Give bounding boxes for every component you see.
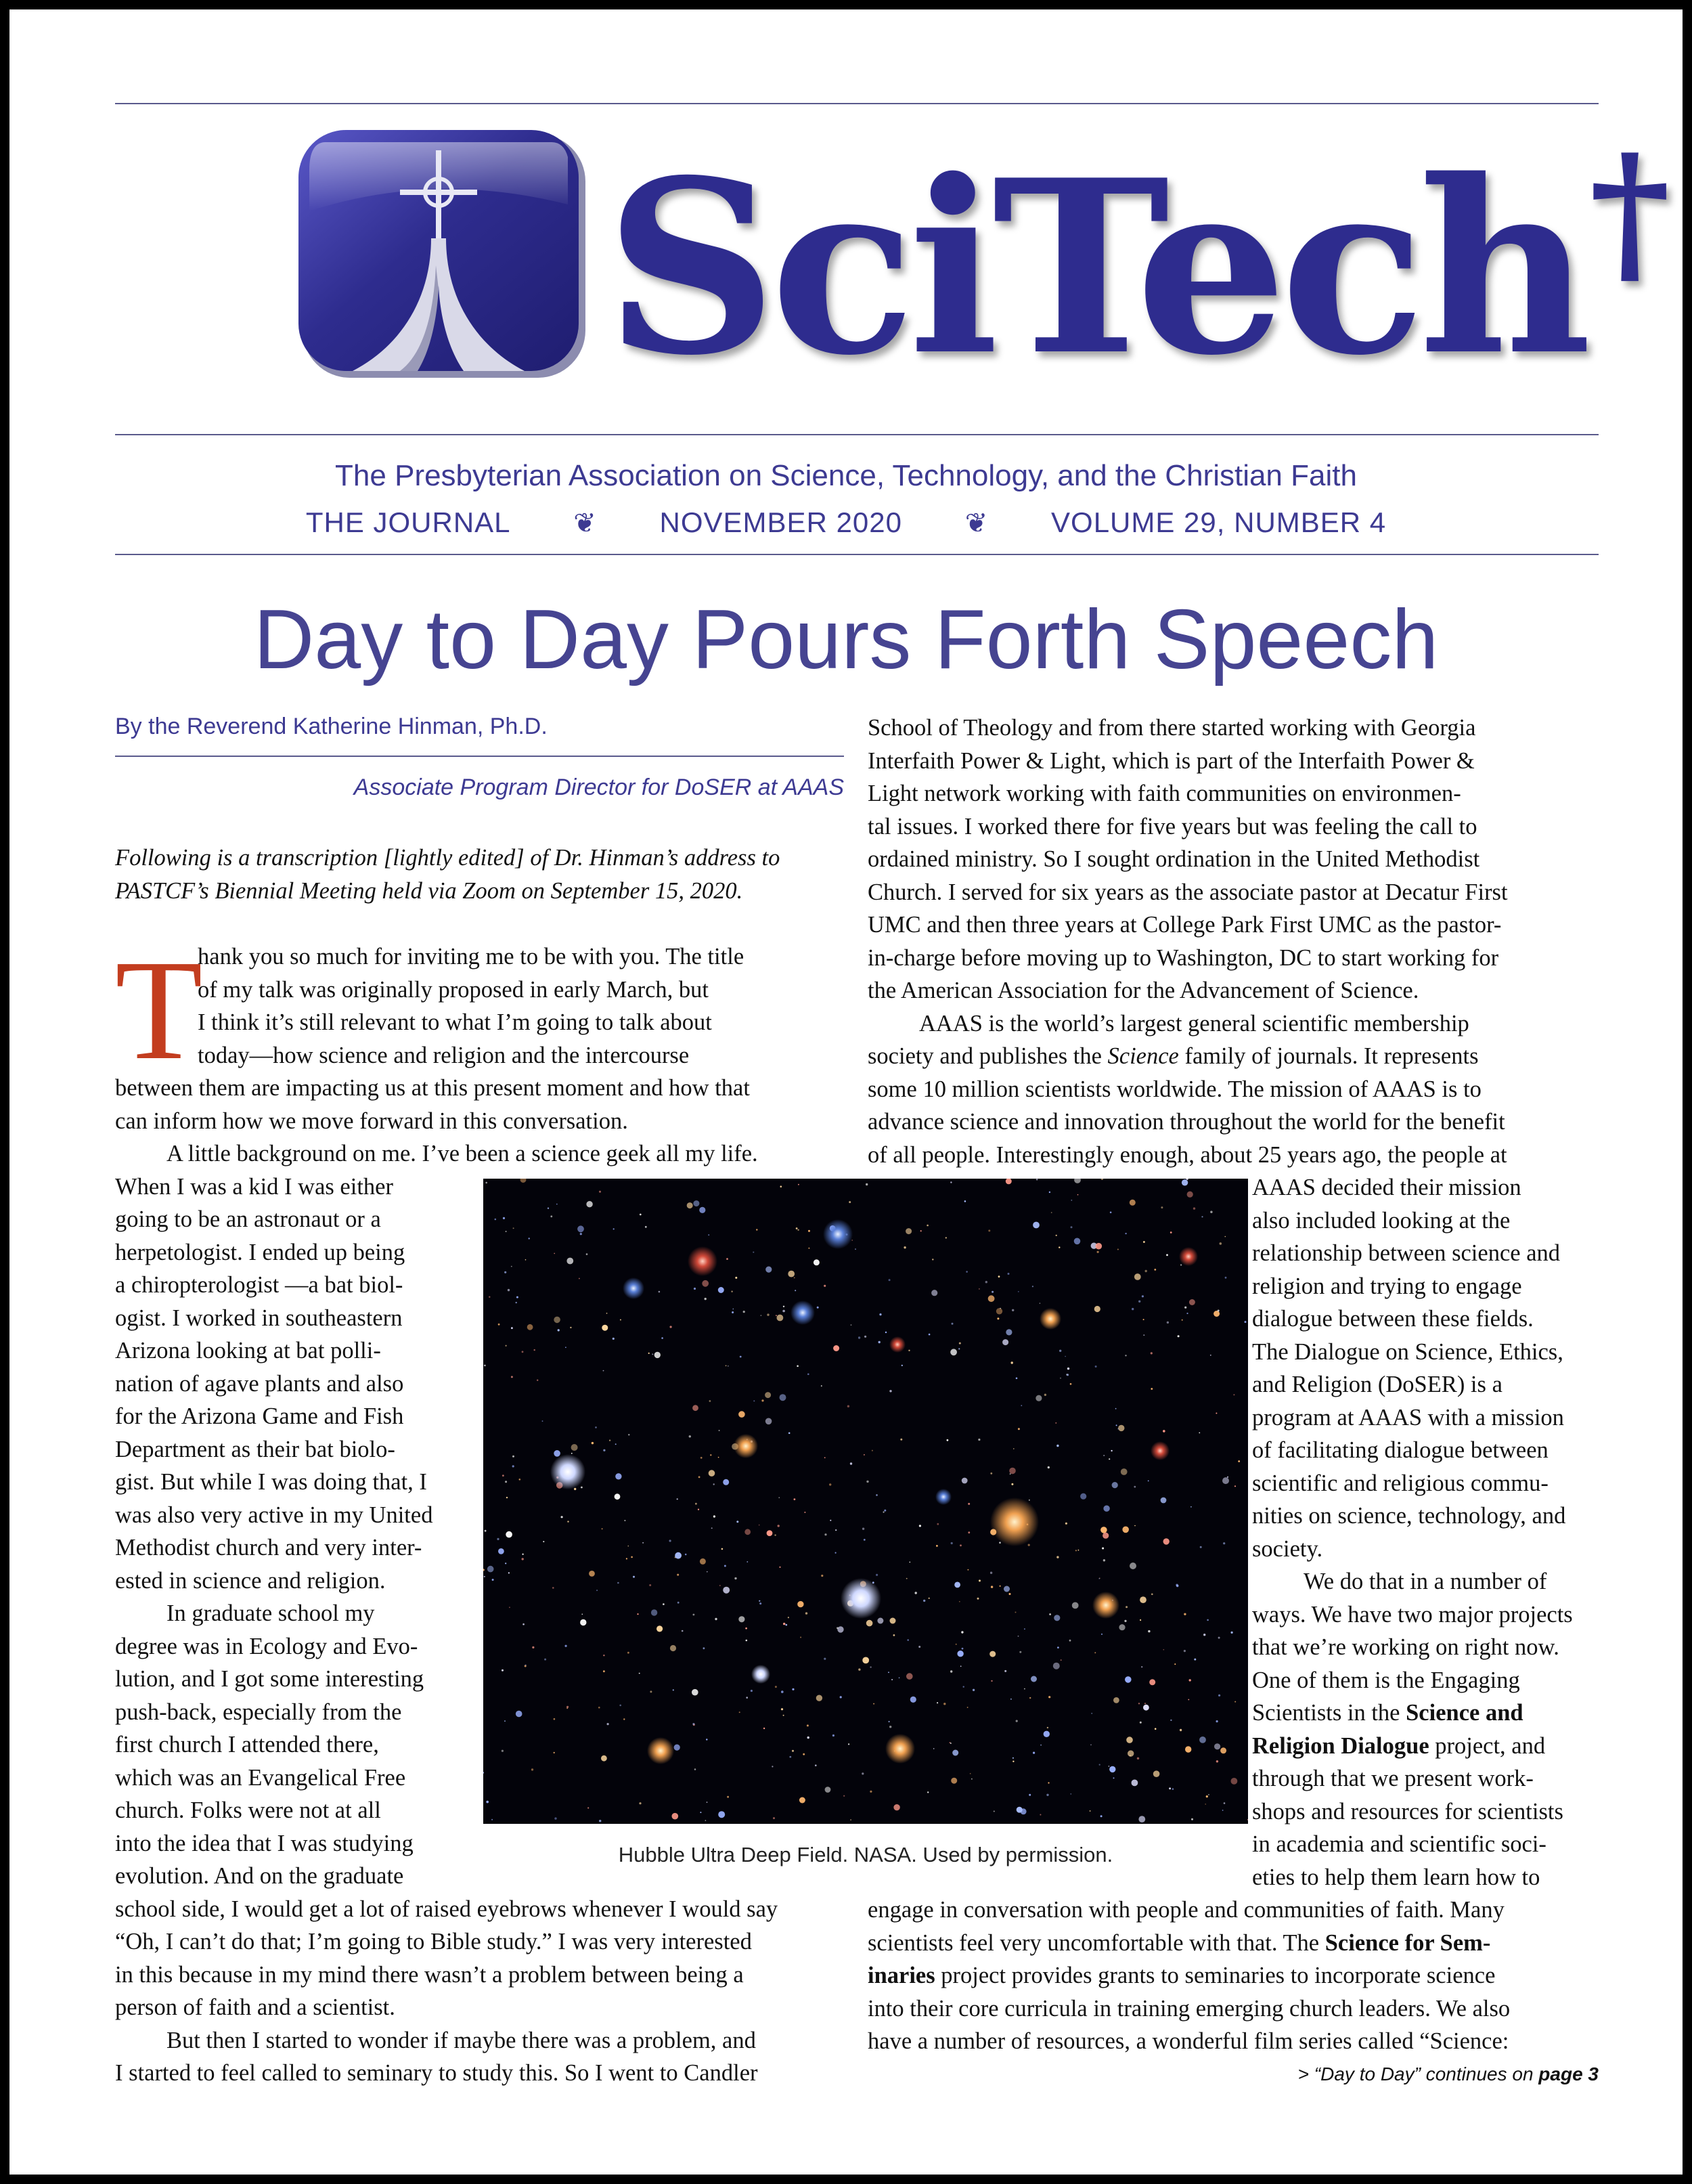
- top-rule: [115, 103, 1599, 104]
- masthead-rule: [115, 434, 1599, 435]
- cross-steeple-logo-icon: [298, 130, 589, 384]
- text-line: UMC and then three years at College Park First UMC as the pastor-: [868, 912, 1502, 938]
- text-line: [868, 1959, 1573, 1992]
- text-line: today—how science and religion and the intercourse: [198, 1042, 690, 1068]
- text-line: nities on science, technology, and: [1252, 1503, 1566, 1529]
- intro-line: PASTCF’s Biennial Meeting held via Zoom on September 15, 2020.: [115, 877, 743, 904]
- text-line: Methodist church and very inter-: [115, 1535, 422, 1560]
- text-line: first church I attended there,: [115, 1732, 379, 1757]
- text-line: into their core curricula in training emerging church leaders. We also: [868, 1995, 1511, 2022]
- byline: By the Reverend Katherine Hinman, Ph.D.: [115, 714, 548, 739]
- text-line: “Oh, I can’t do that; I’m going to Bible study.” I was very interested: [115, 1929, 752, 1954]
- photo-caption: Hubble Ultra Deep Field. NASA. Used by permission.: [618, 1843, 1113, 1866]
- text-line: [868, 1927, 1573, 1960]
- text-line: push-back, especially from the: [115, 1699, 402, 1725]
- text-line: When I was a kid I was either: [115, 1173, 393, 1200]
- text-line: gist. But while I was doing that, I: [115, 1469, 427, 1495]
- hubble-deep-field-photo: [483, 1179, 1248, 1824]
- text-line: engage in conversation with people and communities of faith. Many: [868, 1897, 1505, 1923]
- fleuron-icon: ❦: [573, 508, 597, 538]
- text-line: ways. We have two major projects: [1252, 1601, 1573, 1628]
- text-line: hank you so much for inviting me to be with you. The title: [198, 944, 744, 969]
- text-line: shops and resources for scientists: [1252, 1798, 1563, 1825]
- text-line: was also very active in my United: [115, 1502, 433, 1528]
- text-line: eties to help them learn how to: [1252, 1864, 1540, 1890]
- masthead-title: SciTech†: [605, 121, 1664, 408]
- text-line: a chiropterologist —a bat biol-: [115, 1272, 403, 1298]
- issue-date: NOVEMBER 2020: [659, 506, 903, 538]
- text-line: some 10 million scientists worldwide. The mission of AAAS is to: [868, 1076, 1482, 1102]
- text-line: One of them is the Engaging: [1252, 1667, 1520, 1693]
- text-line: have a number of resources, a wonderful film series called “Science:: [868, 2028, 1509, 2054]
- text-line: dialogue between these fields.: [1252, 1306, 1534, 1332]
- text-line: going to be an astronaut or a: [115, 1206, 381, 1232]
- journal-page: [9, 9, 1683, 2175]
- continued-text: > “Day to Day” continues on: [1297, 2063, 1539, 2084]
- journal-label: THE JOURNAL: [305, 506, 511, 538]
- text-line: relationship between science and: [1252, 1240, 1561, 1266]
- text-line: Church. I served for six years as the associate pastor at Decatur First: [868, 879, 1508, 905]
- text-line: [868, 1040, 1573, 1073]
- text-run: Scientists in the: [1252, 1700, 1406, 1726]
- science-journal-title: Science: [1107, 1043, 1179, 1069]
- text-line: The Dialogue on Science, Ethics,: [1252, 1338, 1563, 1365]
- text-line: ogist. I worked in southeastern: [115, 1305, 403, 1331]
- text-line: AAAS is the world’s largest general scientific membership: [919, 1010, 1469, 1036]
- author-title: Associate Program Director for DoSER at AAAS: [353, 774, 844, 800]
- text-line: Light network working with faith communities on environmen-: [868, 781, 1461, 806]
- drop-cap: T: [115, 930, 203, 1089]
- issue-volume: VOLUME 29, NUMBER 4: [1051, 506, 1387, 538]
- text-line: the American Association for the Advancement of Science.: [868, 978, 1419, 1003]
- fleuron-icon: ❦: [964, 508, 989, 538]
- text-run: family of journals. It represents: [1178, 1043, 1479, 1069]
- text-line: A little background on me. I’ve been a science geek all my life.: [166, 1141, 758, 1166]
- text-line: tal issues. I worked there for five years but was feeling the call to: [868, 813, 1477, 839]
- text-line: ordained ministry. So I sought ordination in the United Methodist: [868, 846, 1480, 872]
- text-line: person of faith and a scientist.: [115, 1994, 395, 2020]
- text-line: But then I started to wonder if maybe there was a problem, and: [166, 2027, 756, 2053]
- text-line: Department as their bat biolo-: [115, 1436, 395, 1462]
- intro-line: Following is a transcription [lightly edited] of Dr. Hinman’s address to: [115, 845, 780, 871]
- article-intro: [115, 842, 780, 907]
- text-line: for the Arizona Game and Fish: [115, 1403, 404, 1429]
- text-line: school side, I would get a lot of raised eyebrows whenever I would say: [115, 1896, 778, 1922]
- project-name: Science for Sem-: [1324, 1929, 1491, 1956]
- text-run: project provides grants to seminaries to incorporate science: [935, 1963, 1496, 1988]
- text-line: church. Folks were not at all: [115, 1797, 381, 1823]
- text-line: degree was in Ecology and Evo-: [115, 1633, 418, 1659]
- text-line: In graduate school my: [166, 1600, 375, 1626]
- text-line: of facilitating dialogue between: [1252, 1437, 1549, 1463]
- text-line: advance science and innovation throughout the world for the benefit: [868, 1109, 1505, 1135]
- project-name: Science and: [1406, 1700, 1523, 1726]
- dagger-icon: †: [1589, 121, 1664, 303]
- text-line: of all people. Interestingly enough, about 25 years ago, the people at: [868, 1141, 1507, 1168]
- text-line: religion and trying to engage: [1252, 1273, 1522, 1299]
- project-name: Religion Dialogue: [1252, 1732, 1429, 1759]
- text-line: between them are impacting us at this present moment and how that: [115, 1075, 750, 1101]
- text-line: society.: [1252, 1535, 1323, 1562]
- text-run: project, and: [1429, 1732, 1546, 1759]
- text-run: society and publishes the: [868, 1043, 1108, 1069]
- text-run: scientists feel very uncomfortable with that. The: [868, 1929, 1325, 1956]
- text-line: can inform how we move forward in this conversation.: [115, 1108, 628, 1134]
- project-name: inaries: [868, 1963, 935, 1988]
- text-line: in this because in my mind there wasn’t a problem between being a: [115, 1961, 744, 1988]
- text-line: Arizona looking at bat polli-: [115, 1338, 381, 1363]
- text-line: in academia and scientific soci-: [1252, 1831, 1546, 1857]
- article-headline: Day to Day Pours Forth Speech: [253, 593, 1439, 686]
- text-line: We do that in a number of: [1304, 1569, 1547, 1594]
- text-line: I started to feel called to seminary to study this. So I went to Candler: [115, 2060, 758, 2086]
- text-line: in-charge before moving up to Washington, DC to start working for: [868, 944, 1499, 971]
- text-line: School of Theology and from there started working with Georgia: [868, 715, 1476, 741]
- text-line: through that we present work-: [1252, 1766, 1534, 1791]
- issue-rule: [115, 554, 1599, 555]
- text-line: ested in science and religion.: [115, 1567, 386, 1594]
- issue-line: [9, 506, 1683, 539]
- text-line: of my talk was originally proposed in early March, but: [198, 976, 709, 1003]
- text-line: program at AAAS with a mission: [1252, 1404, 1564, 1430]
- text-line: AAAS decided their mission: [1252, 1175, 1521, 1200]
- text-line: into the idea that I was studying: [115, 1830, 414, 1856]
- text-line: nation of agave plants and also: [115, 1370, 404, 1397]
- text-line: herpetologist. I ended up being: [115, 1239, 405, 1265]
- continued-note: [1160, 2063, 1599, 2085]
- tagline: The Presbyterian Association on Science, Technology, and the Christian Faith: [335, 459, 1357, 492]
- text-line: which was an Evangelical Free: [115, 1764, 406, 1791]
- continued-page-link[interactable]: page 3: [1538, 2063, 1599, 2084]
- text-line: Interfaith Power & Light, which is part of the Interfaith Power &: [868, 747, 1475, 774]
- text-line: scientific and religious commu-: [1252, 1470, 1549, 1496]
- byline-rule: [115, 756, 844, 757]
- text-line: and Religion (DoSER) is a: [1252, 1372, 1502, 1397]
- text-line: I think it’s still relevant to what I’m going to talk about: [198, 1009, 712, 1035]
- text-line: evolution. And on the graduate: [115, 1863, 404, 1889]
- text-line: also included looking at the: [1252, 1207, 1511, 1233]
- text-line: lution, and I got some interesting: [115, 1666, 424, 1692]
- text-line: that we’re working on right now.: [1252, 1634, 1559, 1660]
